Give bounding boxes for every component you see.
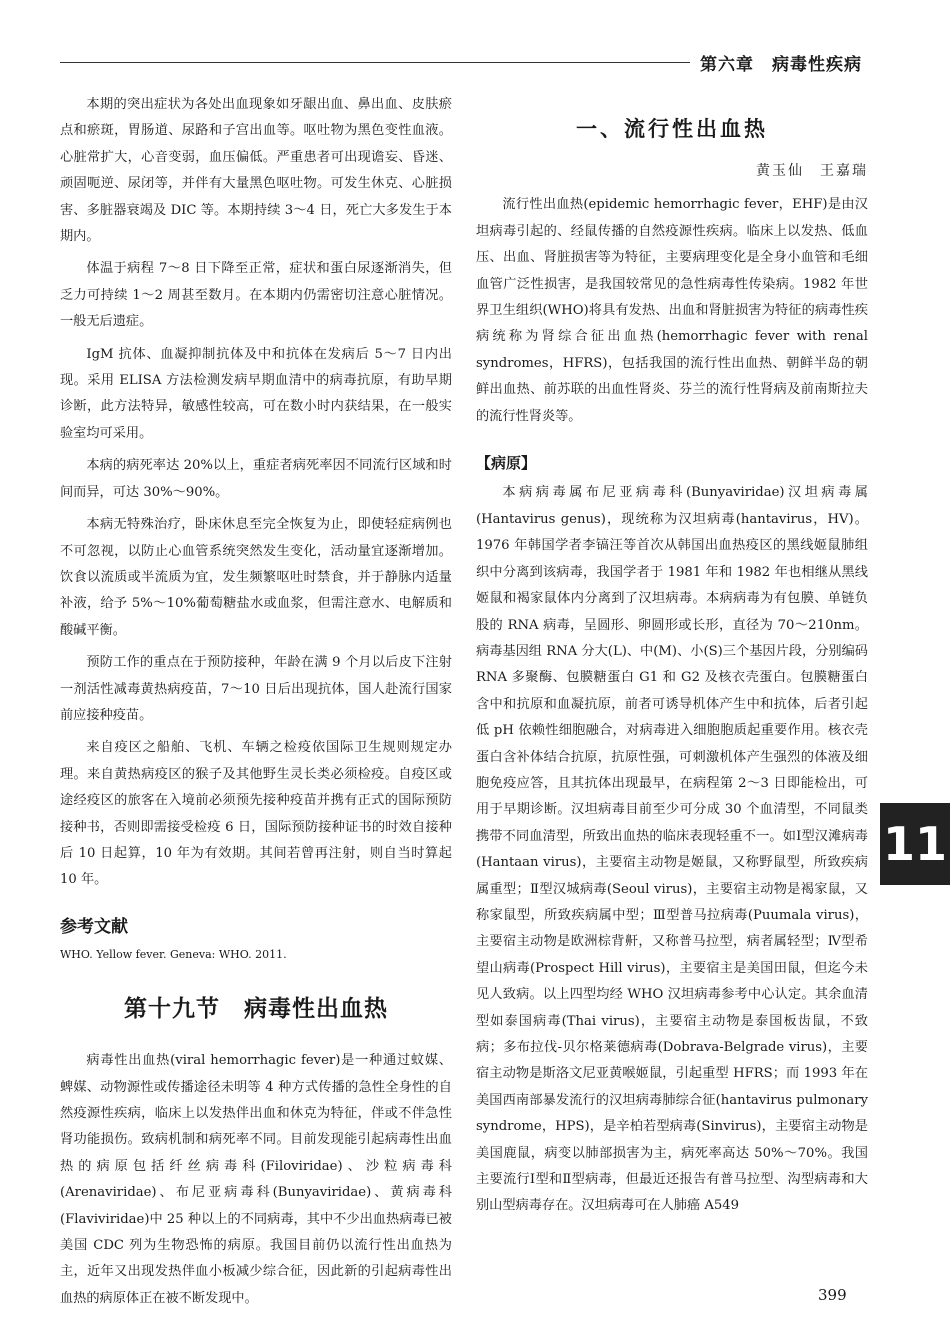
references-heading: 参考文献 <box>60 916 128 937</box>
pathogen-paragraph: 本病病毒属布尼亚病毒科(Bunyaviridae)汉坦病毒属(Hantavirus genus)，现统称为汉坦病毒(hantavirus，HV)。1976 年韩国学者李镐汪等首次从韩国出血热疫区的黑线姬鼠肺组织中分离到该病毒，我国学者于 1981 年和 1982 年也相继从黑线姬鼠和褐家鼠体内分离到了汉坦病毒。本病病毒为有包膜、单链负股的 RNA 病毒，呈圆形、卵圆形或长形，直径为 70～210nm。病毒基因组 RNA 分大(L)、中(M)、小(S)三个基因片段，分别编码 RNA 多聚酶、包膜糖蛋白 G1 和 G2 及核衣壳蛋白。包膜糖蛋白含中和抗原和血凝抗原，前者可诱导机体产生中和抗体，后者引起低 pH 依赖性细胞融合，对病毒进入细胞胞质起重要作用。核衣壳蛋白含补体结合抗原，抗原性强，可刺激机体产生强烈的体液及细胞免疫应答，且其抗体出现最早，在病程第 2～3 日即能检出，可用于早期诊断。汉坦病毒目前至少可分成 30 个血清型，不同鼠类携带不同血清型，所致出血热的临床表现轻重不一。如Ⅰ型汉滩病毒(Hantaan virus)，主要宿主动物是姬鼠，又称野鼠型，所致疾病属重型；Ⅱ型汉城病毒(Seoul virus)，主要宿主动物是褐家鼠，又称家鼠型，所致疾病属中型；Ⅲ型普马拉病毒(Puumala virus)，主要宿主动物是欧洲棕背鼾，又称普马拉型，病者属轻型；Ⅳ型希望山病毒(Prospect Hill virus)，主要宿主是美国田鼠，但迄今未见人致病。以上四型均经 WHO 汉坦病毒参考中心认定。其余血清型如泰国病毒(Thai virus)，主要宿主动物是泰国板齿鼠，不致病；多布拉伐-贝尔格莱德病毒(Dobrava-Belgrade virus)，主要宿主动物是斯洛文尼亚黄喉姬鼠，引起重型 HFRS；而 1993 年在美国西南部暴发流行的汉坦病毒肺综合征(hantavirus pulmonary syndrome，HPS)，是辛柏若型病毒(Sinvirus)，主要宿主动物是美国鹿鼠，病变以肺部损害为主，病死率高达 50%～70%。我国主要流行Ⅰ型和Ⅱ型病毒，但最近还报告有普马拉型、沟型病毒和大别山型病毒存在。汉坦病毒可在人肺癌 A549 <box>476 485 868 1214</box>
body-paragraph: 来自疫区之船舶、飞机、车辆之检疫依国际卫生规则规定办理。来自黄热病疫区的猴子及其他野生灵长类必须检疫。自疫区或途经疫区的旅客在入境前必须预先接种疫苗并携有正式的国际预防接种书，否则即需接受检疫 6 日，国际预防接种证书的时效自接种后 10 日起算，10 年为有效期。其间若曾再注射，则自当时算起 10 年。 <box>60 740 452 888</box>
section-title: 第十九节 病毒性出血热 <box>124 995 388 1023</box>
header-rule <box>60 62 690 63</box>
right-column <box>476 92 868 1226</box>
chapter-tab: 11 <box>880 803 950 885</box>
body-paragraph: IgM 抗体、血凝抑制抗体及中和抗体在发病后 5～7 日内出现。采用 ELISA 方法检测发病早期血清中的病毒抗原，有助早期诊断，此方法特异，敏感性较高，可在数小时内获结果，在一般实验室均可采用。 <box>60 346 452 441</box>
body-paragraph: 本病无特殊治疗，卧床休息至完全恢复为止，即使轻症病例也不可忽视，以防止心血管系统突然发生变化，活动量宜逐渐增加。饮食以流质或半流质为宜，发生频繁呕吐时禁食，并于静脉内适量补液，给予 5%～10%葡萄糖盐水或血浆，但需注意水、电解质和酸碱平衡。 <box>60 517 452 638</box>
running-head: 第六章 病毒性疾病 <box>700 55 862 75</box>
intro-paragraph: 流行性出血热(epidemic hemorrhagic fever，EHF)是由汉坦病毒引起的、经鼠传播的自然疫源性疾病。临床上以发热、低血压、出血、肾脏损害等为特征，主要病理变化是全身小血管和毛细血管广泛性损害，是我国较常见的急性病毒性传染病。1982 年世界卫生组织(WHO)将具有发热、出血和肾脏损害为特征的病毒性疾病统称为肾综合征出血热(hemorrhagic fever with renal syndromes，HFRS)，包括我国的流行性出血热、朝鲜半岛的朝鲜出血热、前苏联的出血性肾炎、芬兰的流行性肾病及前南斯拉夫的流行性肾炎等。 <box>476 197 868 424</box>
body-paragraph: 体温于病程 7～8 日下降至正常，症状和蛋白尿逐渐消失，但乏力可持续 1～2 周甚至数月。在本期内仍需密切注意心脏情况。一般无后遗症。 <box>60 261 452 330</box>
section-paragraph: 病毒性出血热(viral hemorrhagic fever)是一种通过蚊媒、蜱媒、动物源性或传播途径未明等 4 种方式传播的急性全身性的自然疫源性疾病，临床上以发热伴出血和休克为特征，伴或不伴急性肾功能损伤。致病机制和病死率不同。目前发现能引起病毒性出血热的病原包括纤丝病毒科(Filoviridae)、沙粒病毒科(Arenaviridae)、布尼亚病毒科(Bunyaviridae)、黄病毒科(Flaviviridae)中 25 种以上的不同病毒，其中不少出血热病毒已被美国 CDC 列为生物恐怖的病原。我国目前仍以流行性出血热为主，近年又出现发热伴血小板减少综合征，因此新的引起病毒性出血热的病原体正在被不断发现中。 <box>60 1053 452 1306</box>
authors: 黄玉仙 王嘉瑞 <box>756 163 868 179</box>
pathogen-heading: 【病原】 <box>476 454 537 473</box>
left-column <box>60 92 452 1318</box>
page-number: 399 <box>818 1286 847 1304</box>
reference-item: WHO. Yellow fever. Geneva: WHO. 2011. <box>60 948 287 962</box>
body-paragraph: 预防工作的重点在于预防接种，年龄在满 9 个月以后皮下注射一剂活性减毒黄热病疫苗，7～10 日后出现抗体，国人赴流行国家前应接种疫苗。 <box>60 655 452 723</box>
body-paragraph: 本病的病死率达 20%以上，重症者病死率因不同流行区域和时间而异，可达 30%～90%。 <box>60 458 452 500</box>
body-paragraph: 本期的突出症状为各处出血现象如牙龈出血、鼻出血、皮肤瘀点和瘀斑，胃肠道、尿路和子宫出血等。呕吐物为黑色变性血液。心脏常扩大，心音变弱，血压偏低。严重患者可出现谵妄、昏迷、顽固呃逆、尿闭等，并伴有大量黑色呕吐物。可发生休克、心脏损害、多脏器衰竭及 DIC 等。本期持续 3～4 日，死亡大多发生于本期内。 <box>60 97 452 245</box>
article-title: 一、流行性出血热 <box>576 116 768 141</box>
